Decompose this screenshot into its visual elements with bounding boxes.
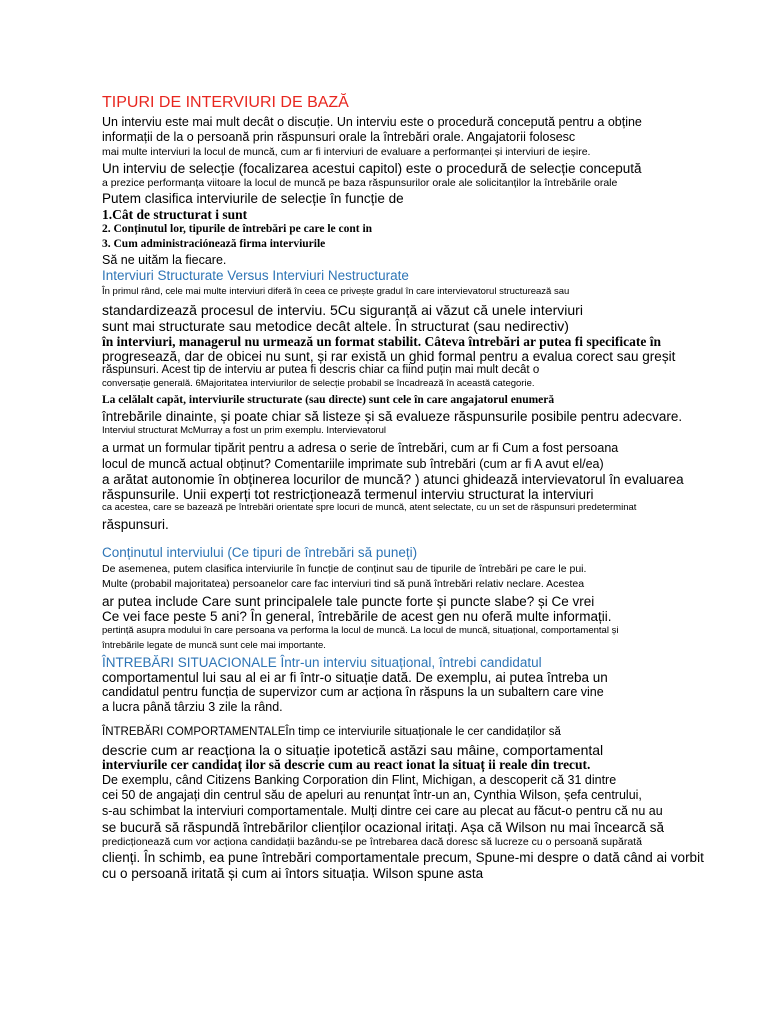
paragraph-line: a lucra până târziu 3 zile la rând. [102,700,283,714]
paragraph-line: răspunsurile. Unii experți tot restricționează termenul interviu structurat la interviuri [102,487,594,502]
paragraph-line: sunt mai structurate sau metodice decât altele. În structurat (sau nedirectiv) [102,318,569,334]
paragraph-line: în interviuri, managerul nu urmează un format stabilit. Câteva întrebări ar putea fi specificate în [102,334,661,349]
paragraph-line: ca acestea, care se bazează pe întrebări orientate spre locuri de muncă, atent selectate, cu un set de răspunsuri predeterminat [102,502,637,513]
paragraph-line: răspunsuri. Acest tip de interviu ar putea fi descris chiar ca fiind puțin mai mult decât o [102,364,540,376]
paragraph-line: Să ne uităm la fiecare. [102,253,227,267]
paragraph-line: progresează, dar de obicei nu sunt, și rar există un ghid formal pentru a evalua corect sau greșit [102,349,676,364]
paragraph-line: Interviul structurat McMurray a fost un prim exemplu. Intervievatorul [102,425,387,436]
paragraph-line: Multe (probabil majoritatea) persoanelor care fac interviuri tind să pună întrebări relativ neclare. Acestea [102,578,585,590]
paragraph-line: clienți. În schimb, ea pune întrebări comportamentale precum, Spune-mi despre o dată când ai vorbit [102,850,704,865]
paragraph-line: a prezice performanța viitoare la locul de muncă pe baza răspunsurilor orale ale solicitanților la întrebările orale [102,177,618,189]
paragraph-line: Un interviu de selecție (focalizarea acestui capitol) este o procedură de selecție concepută [102,161,642,176]
paragraph-line: mai multe interviuri la locul de muncă, cum ar fi interviuri de evaluare a performanței și interviuri de ieșire. [102,146,591,158]
paragraph-line: locul de muncă actual obținut? Comentariile imprimate sub întrebări (cum ar fi A avut el/ea) [102,457,604,471]
paragraph-line: cu o persoană iritată și cum ai întors situația. Wilson spune asta [102,866,484,881]
paragraph-line: conversație generală. 6Majoritatea interviurilor de selecție probabil se încadrează în această categorie. [102,378,535,389]
paragraph-line: informații de la o persoană prin răspunsuri orale la întrebări orale. Angajatorii folosesc [102,130,576,144]
document-title: TIPURI DE INTERVIURI DE BAZĂ [102,94,349,111]
paragraph-line: La celălalt capăt, interviurile structurate (sau directe) sunt cele în care angajatorul enumeră [102,394,555,406]
paragraph-line: interviurile cer candidaț ilor să descrie cum au react ionat la situaț ii reale din trecut. [102,757,591,772]
paragraph-line: s-au schimbat la interviuri comportamentale. Mulți dintre cei care au plecat au făcut-o pentru că nu au [102,804,663,818]
list-item: 2. Conținutul lor, tipurile de întrebări pe care le cont in [102,223,373,235]
paragraph-line: ÎNTREBĂRI COMPORTAMENTALEÎn timp ce interviurile situaționale le cer candidaților să [102,726,561,738]
paragraph-line: comportamentul lui sau al ei ar fi într-o situație dată. De exemplu, ai putea întreba un [102,670,608,685]
paragraph-line: a urmat un formular tipărit pentru a adresa o serie de întrebări, cum ar fi Cum a fost persoana [102,441,619,455]
paragraph-line: De asemenea, putem clasifica interviurile în funcție de conținut sau de tipurile de întrebări pe care le pui. [102,563,587,575]
paragraph-line: standardizează procesul de interviu. 5Cu siguranță ai văzut că unele interviuri [102,302,583,318]
paragraph-line: întrebările dinainte, și poate chiar să listeze și să evalueze răspunsurile posibile pentru adecvare. [102,409,683,424]
paragraph-line: Putem clasifica interviurile de selecție în funcție de [102,191,404,206]
paragraph-line: În primul rând, cele mai multe interviuri diferă în ceea ce privește gradul în care intervievatorul structurează sau [102,286,570,297]
paragraph-line: a arătat autonomie în obținerea locurilor de muncă? ) atunci ghidează intervievatorul în evaluarea [102,472,684,487]
paragraph-line: se bucură să răspundă întrebărilor clienților ocazional iritați. Așa că Wilson nu mai încearcă să [102,820,665,835]
paragraph-line: pertință asupra modului în care persoana va performa la locul de muncă. La locul de muncă, situațional, comportamental și [102,625,619,636]
list-item: 3. Cum administraciónează firma interviurile [102,238,326,250]
paragraph-line: Un interviu este mai mult decât o discuție. Un interviu este o procedură concepută pentru a obține [102,115,642,129]
section-heading: Interviuri Structurate Versus Interviuri Nestructurate [102,268,409,283]
list-item: 1.Cât de structurat i sunt [102,207,248,222]
paragraph-line: cei 50 de angajați din centrul său de apeluri au renunțat într-un an, Cynthia Wilson, șefa centrului, [102,788,642,802]
section-heading: Conținutul interviului (Ce tipuri de întrebări să puneți) [102,545,418,560]
paragraph-line: De exemplu, când Citizens Banking Corporation din Flint, Michigan, a descoperit că 31 dintre [102,773,617,787]
section-heading: ÎNTREBĂRI SITUACIONALE Într-un interviu situațional, întrebi candidatul [102,655,542,670]
paragraph-line: ar putea include Care sunt principalele tale puncte forte și puncte slabe? și Ce vrei [102,594,595,609]
paragraph-line: predicționează cum vor acționa candidații bazându-se pe întrebarea dacă doresc să lucreze cu o persoană supărată [102,836,642,848]
paragraph-line: întrebările legate de muncă sunt cele mai importante. [102,640,326,651]
paragraph-line: candidatul pentru funcția de supervizor cum ar acționa în răspuns la un subaltern care vine [102,685,604,699]
paragraph-line: descrie cum ar reacționa la o situație ipotetică astăzi sau mâine, comportamental [102,742,604,758]
paragraph-line: Ce vei face peste 5 ani? În general, întrebările de acest gen nu oferă multe informații. [102,609,612,624]
paragraph-line: răspunsuri. [102,517,169,532]
